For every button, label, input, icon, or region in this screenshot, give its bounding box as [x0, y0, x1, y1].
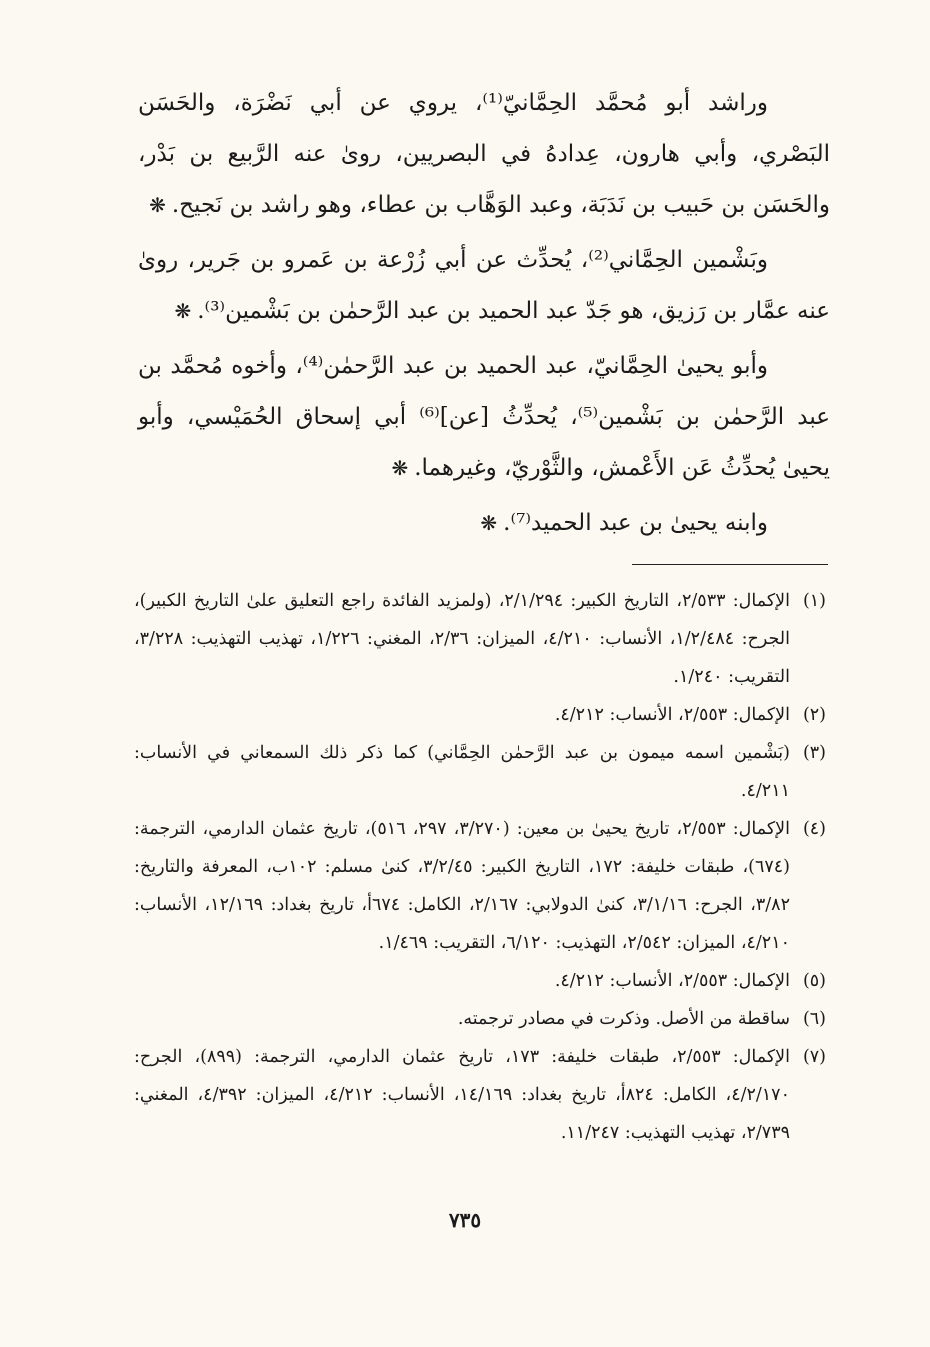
footnote-text: الإكمال: ٢/٥٥٣، الأنساب: ٤/٢١٢. — [554, 705, 790, 725]
entry-text: وابنه يحيىٰ بن عبد الحميد⁽⁷⁾. — [503, 510, 768, 536]
entry-text: وبَشْمين الحِمَّاني⁽²⁾، يُحدِّث عن أبي زُرْعة بن عَمرو بن جَرير، روىٰ عنه عمَّار بن رَزيق، هو جَدّ عبد الحميد بن عبد الرَّحمٰن بن بَشْمين⁽³⁾. — [138, 247, 830, 324]
footnote-5 — [134, 962, 826, 1000]
end-marker-icon: ❋ — [480, 511, 498, 535]
footnote-text: الإكمال: ٢/٥٥٣، طبقات خليفة: ١٧٣، تاريخ عثمان الدارمي، الترجمة: (٨٩٩)، الجرح: ٤/٢/١٧٠، الكامل: ٨٢٤أ، تاريخ بغداد: ١٤/١٦٩، الأنساب: ٤/٢١٢، الميزان: ٤/٣٩٢، المغني: ٢/٧٣٩، تهذيب التهذيب: ١١/٢٤٧. — [134, 1047, 790, 1143]
footnote-text: الإكمال: ٢/٥٥٣، الأنساب: ٤/٢١٢. — [554, 971, 790, 991]
main-text — [138, 78, 830, 549]
footnote-6 — [134, 1000, 826, 1038]
footnote-number: (١) — [802, 591, 826, 611]
footnote-separator — [632, 564, 828, 565]
footnote-number: (٦) — [802, 1009, 826, 1029]
entry-text: وأبو يحيىٰ الحِمَّانيّ، عبد الحميد بن عبد الرَّحمٰن⁽⁴⁾، وأخوه مُحمَّد بن عبد الرَّحمٰن بن بَشْمين⁽⁵⁾، يُحدِّثُ [عن]⁽⁶⁾ أبي إسحاق الحُمَيْسي، وأبو يحيىٰ يُحدِّثُ عَن الأَعْمش، والثَّوْريّ، وغيرهما. — [138, 353, 830, 481]
footnote-4 — [134, 810, 826, 962]
footnotes — [134, 582, 826, 1152]
footnote-text: (بَشْمين اسمه ميمون بن عبد الرَّحمٰن الحِمَّاني) كما ذكر ذلك السمعاني في الأنساب: ٤/٢١١. — [134, 743, 790, 801]
footnote-number: (٧) — [802, 1047, 826, 1067]
footnote-text: ساقطة من الأصل. وذكرت في مصادر ترجمته. — [457, 1009, 790, 1029]
entry-abu-yahya — [138, 341, 830, 494]
footnote-number: (٣) — [802, 743, 826, 763]
footnote-2 — [134, 696, 826, 734]
footnote-3 — [134, 734, 826, 810]
footnote-text: الإكمال: ٢/٥٣٣، التاريخ الكبير: ٢/١/٢٩٤، (ولمزيد الفائدة راجع التعليق علىٰ التاريخ الكبير)، الجرح: ١/٢/٤٨٤، الأنساب: ٤/٢١٠، الميزان: ٢/٣٦، المغني: ١/٢٢٦، تهذيب التهذيب: ٣/٢٢٨، التقريب: ١/٢٤٠. — [134, 591, 791, 687]
entry-rashid — [138, 78, 830, 231]
end-marker-icon: ❋ — [391, 456, 409, 480]
entry-text: وراشد أبو مُحمَّد الحِمَّانيّ⁽¹⁾، يروي عن أبي نَضْرَة، والحَسَن البَصْري، وأبي هارون، عِدادهُ في البصريين، روىٰ عنه الرَّبيع بن بَدْر، والحَسَن بن حَبيب بن نَدَبَة، وعبد الوَهَّاب بن عطاء، وهو راشد بن نَجيح. — [138, 90, 830, 218]
page-number: ٧٣٥ — [448, 1208, 482, 1232]
footnote-1 — [134, 582, 826, 696]
footnote-number: (٥) — [802, 971, 826, 991]
footnote-number: (٤) — [802, 819, 826, 839]
end-marker-icon: ❋ — [174, 299, 192, 323]
entry-yahya-son — [138, 498, 830, 549]
footnote-7 — [134, 1038, 826, 1152]
footnote-text: الإكمال: ٢/٥٥٣، تاريخ يحيىٰ بن معين: (٣/٢٧٠، ٢٩٧، ٥١٦)، تاريخ عثمان الدارمي، الترجمة: (٦٧٤)، طبقات خليفة: ١٧٢، التاريخ الكبير: ٣/٢/٤٥، كنىٰ مسلم: ١٠٢ب، المعرفة والتاريخ: ٣/٨٢، الجرح: ٣/١/١٦، كنىٰ الدولابي: ٢/١٦٧، الكامل: ٦٧٤أ، تاريخ بغداد: ١٢/١٦٩، الأنساب: ٤/٢١٠، الميزان: ٢/٥٤٢، التهذيب: ٦/١٢٠، التقريب: ١/٤٦٩. — [134, 819, 791, 953]
end-marker-icon: ❋ — [149, 193, 166, 217]
footnote-number: (٢) — [802, 705, 826, 725]
entry-bashmin — [138, 235, 830, 337]
